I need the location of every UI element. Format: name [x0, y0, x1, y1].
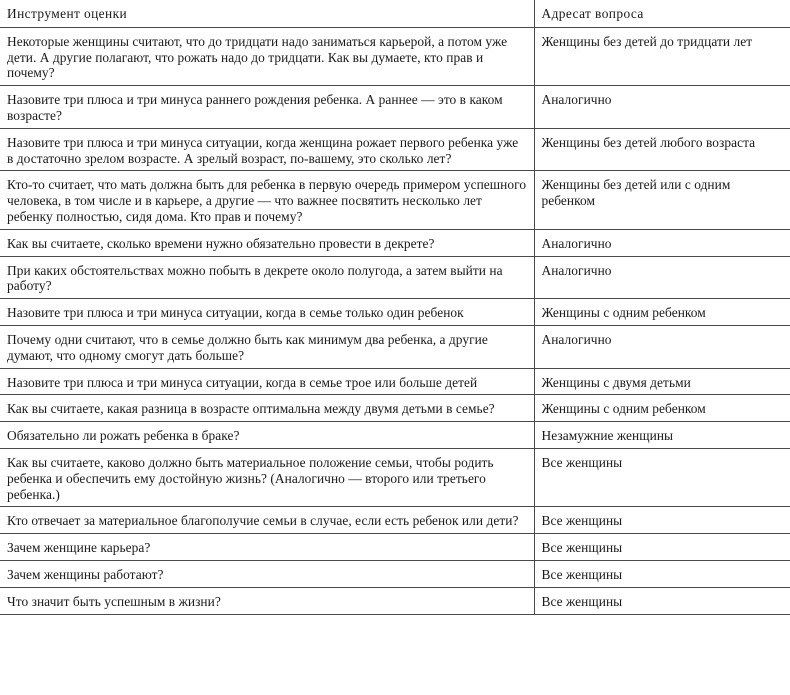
addressee-cell: Аналогично: [534, 229, 790, 256]
addressee-cell: Женщины без детей до тридцати лет: [534, 27, 790, 85]
header-addressee-label: Адресат вопроса: [541, 6, 644, 21]
table-row: [0, 560, 790, 587]
table-row: [0, 534, 790, 561]
question-cell: Некоторые женщины считают, что до тридцати надо заниматься карьерой, а потом уже дети. А другие полагают, что рожать надо до тридцати. Как вы думаете, кто прав и почему?: [0, 27, 534, 85]
addressee-cell: Все женщины: [534, 507, 790, 534]
header-instrument: [0, 0, 534, 27]
question-cell: Зачем женщины работают?: [0, 560, 534, 587]
question-cell: Обязательно ли рожать ребенка в браке?: [0, 422, 534, 449]
table-row: [0, 325, 790, 368]
addressee-cell: Женщины без детей или с одним ребенком: [534, 171, 790, 229]
addressee-cell: Все женщины: [534, 587, 790, 614]
addressee-cell: Женщины без детей любого возраста: [534, 128, 790, 171]
table-row: [0, 171, 790, 229]
question-cell: При каких обстоятельствах можно побыть в декрете около полугода, а затем выйти на работу?: [0, 256, 534, 299]
table-row: [0, 256, 790, 299]
question-cell: Как вы считаете, какая разница в возрасте оптимальна между двумя детьми в семье?: [0, 395, 534, 422]
question-cell: Как вы считаете, сколько времени нужно обязательно провести в декрете?: [0, 229, 534, 256]
addressee-cell: Аналогично: [534, 256, 790, 299]
question-cell: Назовите три плюса и три минуса ситуации, когда в семье трое или больше детей: [0, 368, 534, 395]
header-addressee: [534, 0, 790, 27]
question-cell: Что значит быть успешным в жизни?: [0, 587, 534, 614]
table-row: [0, 27, 790, 85]
question-cell: Почему одни считают, что в семье должно быть как минимум два ребенка, а другие думают, что одному смогут дать больше?: [0, 325, 534, 368]
addressee-cell: Незамужние женщины: [534, 422, 790, 449]
addressee-cell: Все женщины: [534, 534, 790, 561]
question-cell: Зачем женщине карьера?: [0, 534, 534, 561]
addressee-cell: Женщины с двумя детьми: [534, 368, 790, 395]
addressee-cell: Аналогично: [534, 86, 790, 129]
addressee-cell: Аналогично: [534, 325, 790, 368]
addressee-cell: Женщины с одним ребенком: [534, 299, 790, 326]
table-row: [0, 587, 790, 614]
question-cell: Кто отвечает за материальное благополучие семьи в случае, если есть ребенок или дети?: [0, 507, 534, 534]
table-header-row: [0, 0, 790, 27]
addressee-cell: Все женщины: [534, 448, 790, 506]
addressee-cell: Женщины с одним ребенком: [534, 395, 790, 422]
table-row: [0, 128, 790, 171]
question-cell: Назовите три плюса и три минуса ситуации, когда в семье только один ребенок: [0, 299, 534, 326]
addressee-cell: Все женщины: [534, 560, 790, 587]
table-row: [0, 86, 790, 129]
question-cell: Назовите три плюса и три минуса раннего рождения ребенка. А раннее — это в каком возрасте?: [0, 86, 534, 129]
table-row: [0, 448, 790, 506]
table-row: [0, 368, 790, 395]
table-row: [0, 422, 790, 449]
table-row: [0, 299, 790, 326]
header-instrument-label: Инструмент оценки: [7, 6, 128, 21]
question-cell: Кто-то считает, что мать должна быть для ребенка в первую очередь примером успешного человека, в том числе и в карьере, а другие — что важнее посвятить несколько лет ребенку полностью, сидя дома. Кто прав и почему?: [0, 171, 534, 229]
question-cell: Как вы считаете, каково должно быть материальное положение семьи, чтобы родить ребенка и обеспечить ему достойную жизнь? (Аналогично — второго или третьего ребенка.): [0, 448, 534, 506]
question-cell: Назовите три плюса и три минуса ситуации, когда женщина рожает первого ребенка уже в достаточно зрелом возрасте. А зрелый возраст, по-вашему, это сколько лет?: [0, 128, 534, 171]
table-row: [0, 395, 790, 422]
table-row: [0, 229, 790, 256]
table-row: [0, 507, 790, 534]
